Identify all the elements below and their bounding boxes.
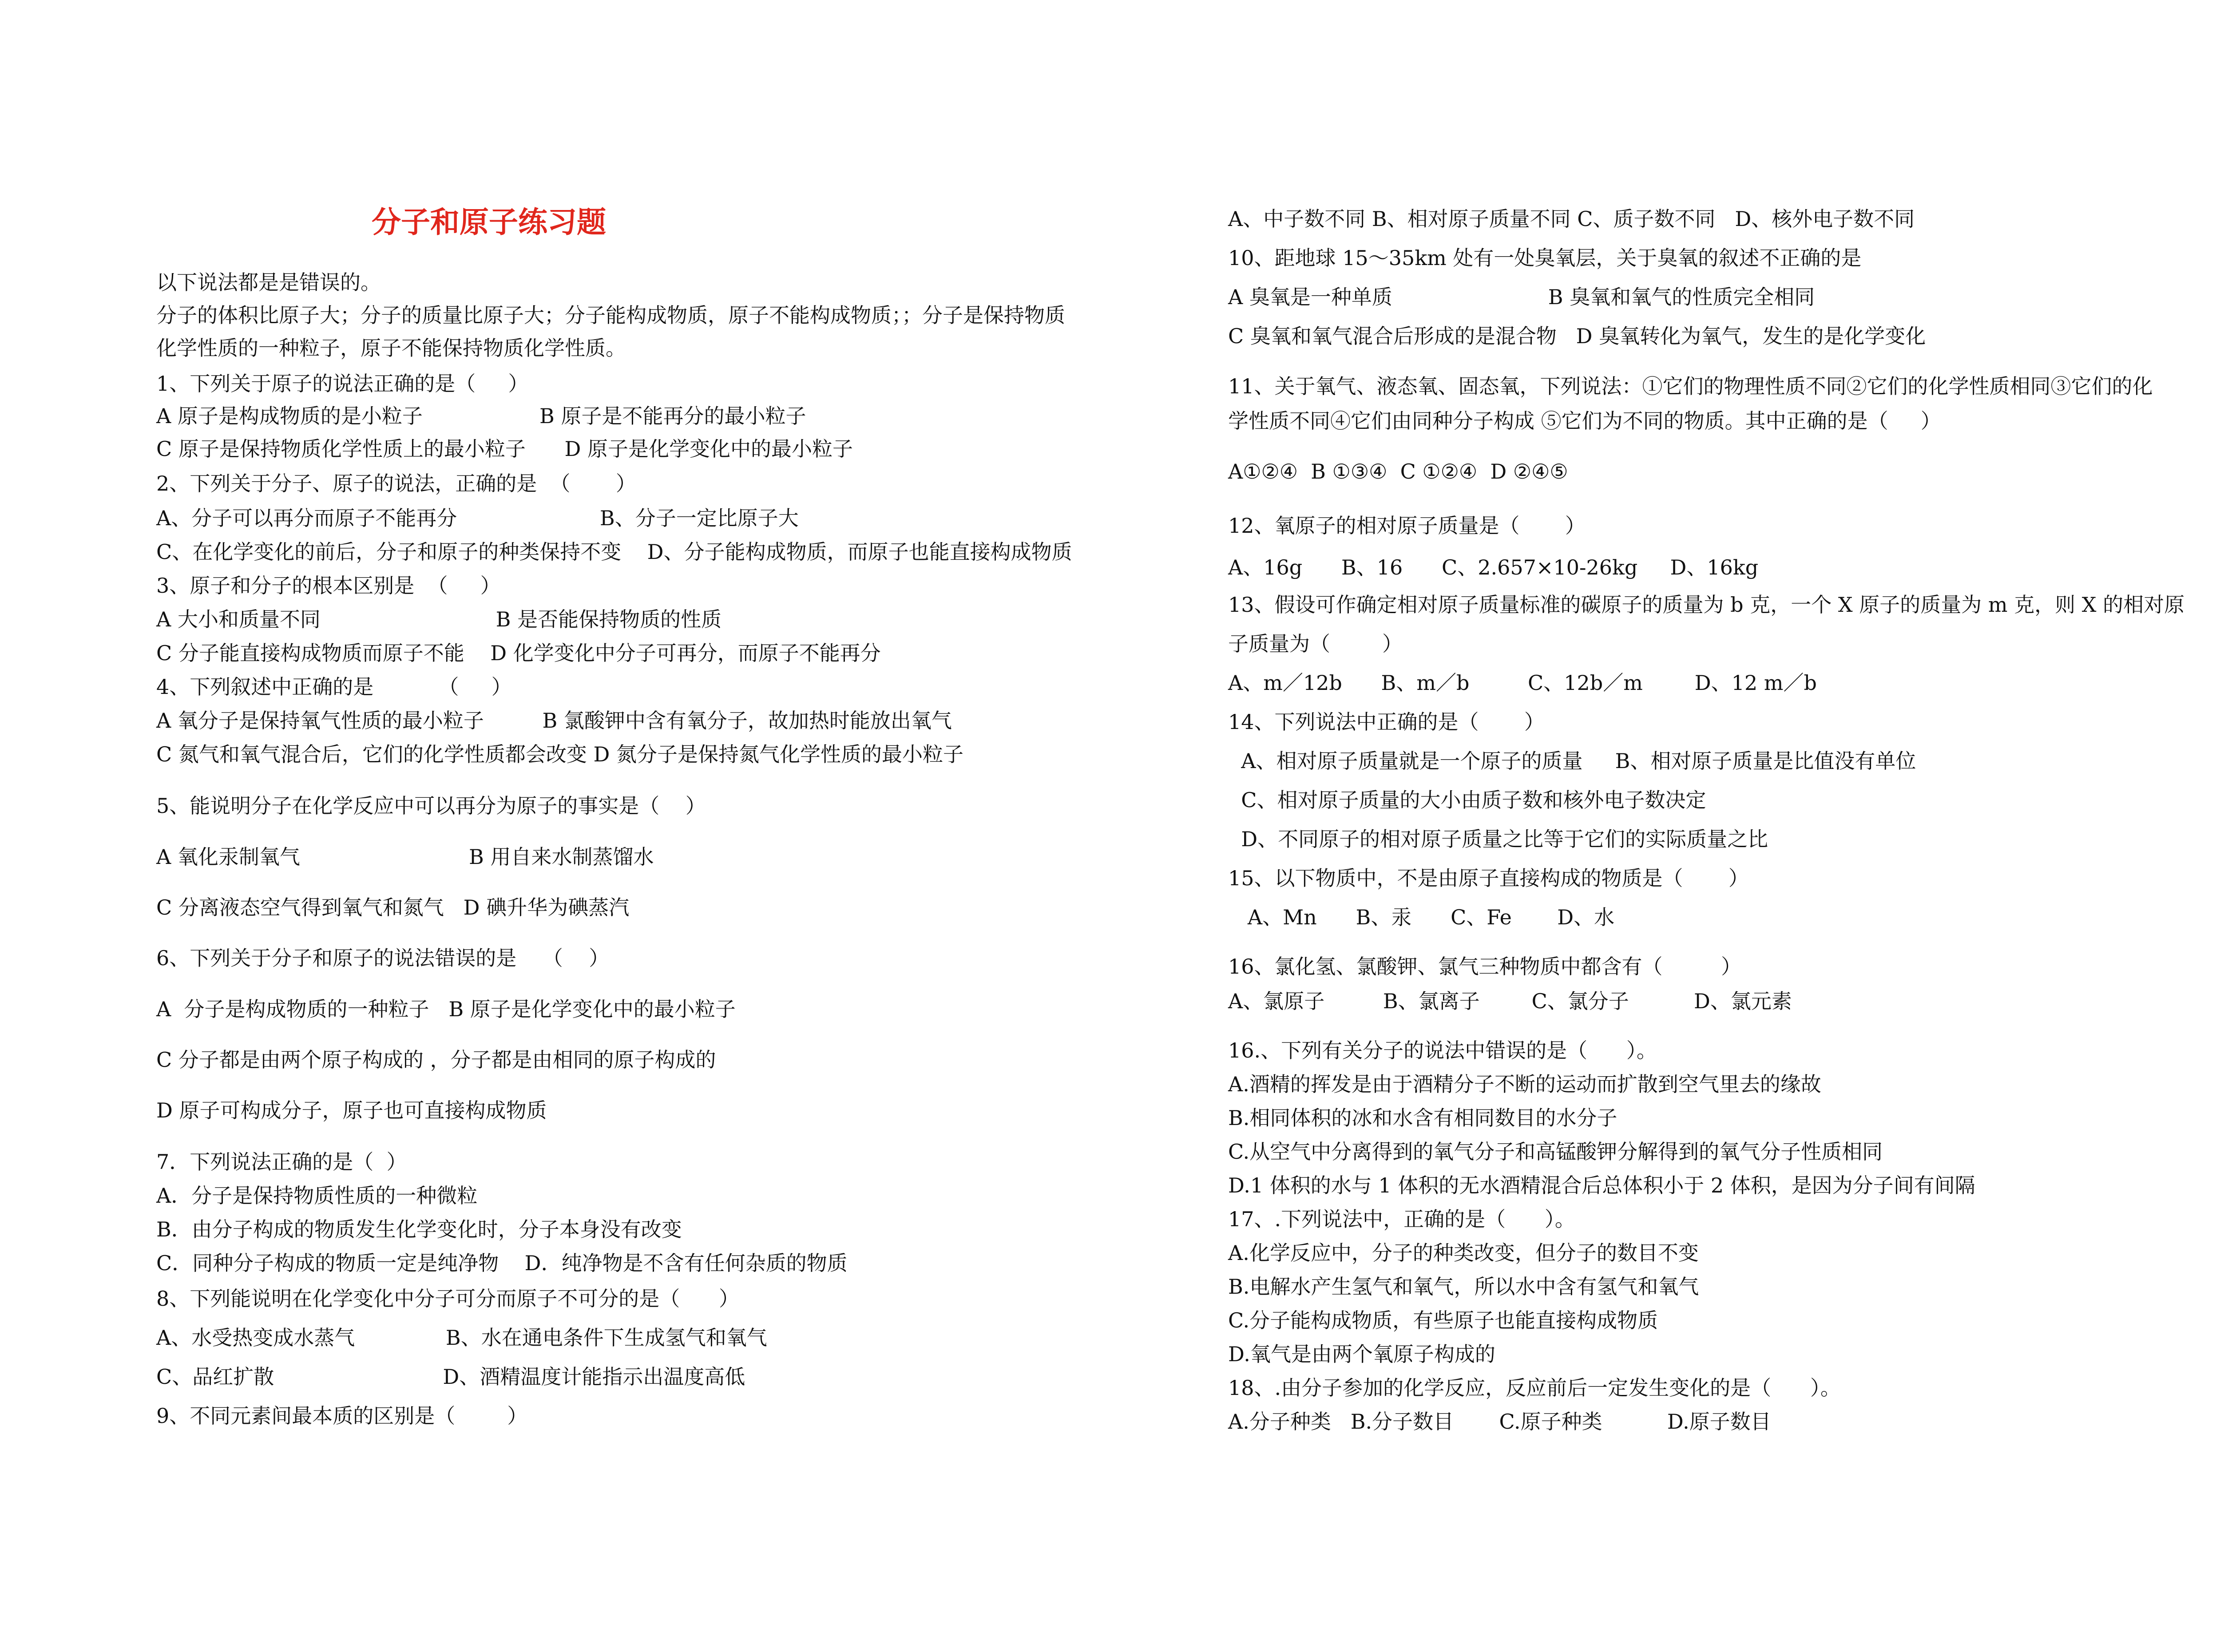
question-1: 1、下列关于原子的说法正确的是（ ） xyxy=(156,372,529,396)
option-line: A 大小和质量不同 B 是否能保持物质的性质 xyxy=(156,607,722,631)
option-line: C 臭氧和氧气混合后形成的是混合物 D 臭氧转化为氧气，发生的是化学变化 xyxy=(1228,324,1926,348)
option-line: A、Mn B、汞 C、Fe D、水 xyxy=(1228,905,1615,929)
question-7: 7．下列说法正确的是（ ） xyxy=(156,1150,407,1174)
option-line: A 氧化汞制氧气 B 用自来水制蒸馏水 xyxy=(156,845,654,869)
question-16b: 16.、下列有关分子的说法中错误的是（ ）。 xyxy=(1228,1038,1657,1062)
option-line: D.氧气是由两个氧原子构成的 xyxy=(1228,1342,1495,1366)
question-2: 2、下列关于分子、原子的说法，正确的是 （ ） xyxy=(156,471,636,495)
option-line: A 氧分子是保持氧气性质的最小粒子 B 氯酸钾中含有氧分子，故加热时能放出氧气 xyxy=(156,709,952,733)
option-line: B．由分子构成的物质发生化学变化时，分子本身没有改变 xyxy=(156,1217,682,1241)
text-line: 分子的体积比原子大；分子的质量比原子大；分子能构成物质，原子不能构成物质；；分子是保持物质 xyxy=(156,303,1065,327)
option-line: C 分子都是由两个原子构成的 ，分子都是由相同的原子构成的 xyxy=(156,1048,716,1072)
option-line: A．分子是保持物质性质的一种微粒 xyxy=(156,1184,478,1208)
option-line: A.化学反应中，分子的种类改变，但分子的数目不变 xyxy=(1228,1241,1699,1265)
option-line: B.相同体积的冰和水含有相同数目的水分子 xyxy=(1228,1106,1617,1130)
text-line: 化学性质的一种粒子，原子不能保持物质化学性质。 xyxy=(156,336,626,360)
option-line: C 分离液态空气得到氧气和氮气 D 碘升华为碘蒸汽 xyxy=(156,895,630,919)
option-line: C 氮气和氧气混合后，它们的化学性质都会改变 D 氮分子是保持氮气化学性质的最小粒子 xyxy=(156,742,963,766)
text-line: 子质量为（ ） xyxy=(1228,632,1403,656)
option-line: A、m／12b B、m／b C、12b／m D、12 m／b xyxy=(1228,671,1817,695)
question-15: 15、以下物质中，不是由原子直接构成的物质是（ ） xyxy=(1228,866,1749,890)
question-10: 10、距地球 15～35km 处有一处臭氧层，关于臭氧的叙述不正确的是 xyxy=(1228,246,1862,270)
option-line: A、水受热变成水蒸气 B、水在通电条件下生成氢气和氧气 xyxy=(156,1326,767,1350)
option-line: D.1 体积的水与 1 体积的无水酒精混合后总体积小于 2 体积，是因为分子间有间隔 xyxy=(1228,1173,1975,1197)
question-16: 16、氯化氢、氯酸钾、氯气三种物质中都含有（ ） xyxy=(1228,955,1742,979)
option-line: C、在化学变化的前后，分子和原子的种类保持不变 D、分子能构成物质，而原子也能直接构成物质 xyxy=(156,540,1072,564)
option-line: A、相对原子质量就是一个原子的质量 B、相对原子质量是比值没有单位 xyxy=(1228,749,1916,773)
question-8: 8、下列能说明在化学变化中分子可分而原子不可分的是（ ） xyxy=(156,1287,739,1311)
question-11: 11、关于氧气、液态氧、固态氧，下列说法：①它们的物理性质不同②它们的化学性质相同③它们的化 xyxy=(1228,374,2153,398)
option-line: C.从空气中分离得到的氧气分子和高锰酸钾分解得到的氧气分子性质相同 xyxy=(1228,1140,1883,1164)
option-line: A、16g B、16 C、2.657×10-26kg D、16kg xyxy=(1228,555,1759,579)
option-line: B.电解水产生氢气和氧气，所以水中含有氢气和氧气 xyxy=(1228,1275,1699,1299)
option-line: A、中子数不同 B、相对原子质量不同 C、质子数不同 D、核外电子数不同 xyxy=(1228,207,1915,231)
question-12: 12、氧原子的相对原子质量是（ ） xyxy=(1228,514,1586,538)
option-line: D、不同原子的相对原子质量之比等于它们的实际质量之比 xyxy=(1228,827,1768,851)
option-line: A 臭氧是一种单质 B 臭氧和氧气的性质完全相同 xyxy=(1228,285,1815,309)
option-line: A①②④ B ①③④ C ①②④ D ②④⑤ xyxy=(1228,460,1568,483)
option-line: D 原子可构成分子，原子也可直接构成物质 xyxy=(156,1098,547,1122)
option-line: A、分子可以再分而原子不能再分 B、分子一定比原子大 xyxy=(156,506,799,530)
option-line: C 分子能直接构成物质而原子不能 D 化学变化中分子可再分，而原子不能再分 xyxy=(156,641,881,665)
question-17: 17、.下列说法中，正确的是（ ）。 xyxy=(1228,1207,1575,1231)
option-line: C、品红扩散 D、酒精温度计能指示出温度高低 xyxy=(156,1365,745,1389)
option-line: C．同种分子构成的物质一定是纯净物 D．纯净物是不含有任何杂质的物质 xyxy=(156,1251,848,1275)
option-line: A.分子种类 B.分子数目 C.原子种类 D.原子数目 xyxy=(1228,1410,1771,1434)
text-line: 学性质不同④它们由同种分子构成 ⑤它们为不同的物质。其中正确的是（ ） xyxy=(1228,409,1941,433)
option-line: A、氯原子 B、氯离子 C、氯分子 D、氯元素 xyxy=(1228,989,1792,1013)
option-line: C 原子是保持物质化学性质上的最小粒子 D 原子是化学变化中的最小粒子 xyxy=(156,437,853,461)
option-line: C、相对原子质量的大小由质子数和核外电子数决定 xyxy=(1228,788,1706,812)
page-title: 分子和原子练习题 xyxy=(372,205,606,239)
question-13: 13、假设可作确定相对原子质量标准的碳原子的质量为 b 克，一个 X 原子的质量为 m 克，则 X 的相对原 xyxy=(1228,593,2185,617)
question-3: 3、原子和分子的根本区别是 （ ） xyxy=(156,574,501,598)
question-9: 9、不同元素间最本质的区别是（ ） xyxy=(156,1404,528,1428)
question-6: 6、下列关于分子和原子的说法错误的是 （ ） xyxy=(156,946,610,970)
question-18: 18、.由分子参加的化学反应，反应前后一定发生变化的是（ ）。 xyxy=(1228,1376,1841,1400)
option-line: A 分子是构成物质的一种粒子 B 原子是化学变化中的最小粒子 xyxy=(156,997,736,1021)
question-4: 4、下列叙述中正确的是 （ ） xyxy=(156,675,512,699)
question-5: 5、能说明分子在化学反应中可以再分为原子的事实是（ ） xyxy=(156,794,706,818)
option-line: A 原子是构成物质的是小粒子 B 原子是不能再分的最小粒子 xyxy=(156,404,806,428)
question-14: 14、下列说法中正确的是（ ） xyxy=(1228,710,1545,734)
text-line: 以下说法都是是错误的。 xyxy=(156,270,381,294)
option-line: A.酒精的挥发是由于酒精分子不断的运动而扩散到空气里去的缘故 xyxy=(1228,1072,1821,1096)
option-line: C.分子能构成物质，有些原子也能直接构成物质 xyxy=(1228,1308,1658,1332)
